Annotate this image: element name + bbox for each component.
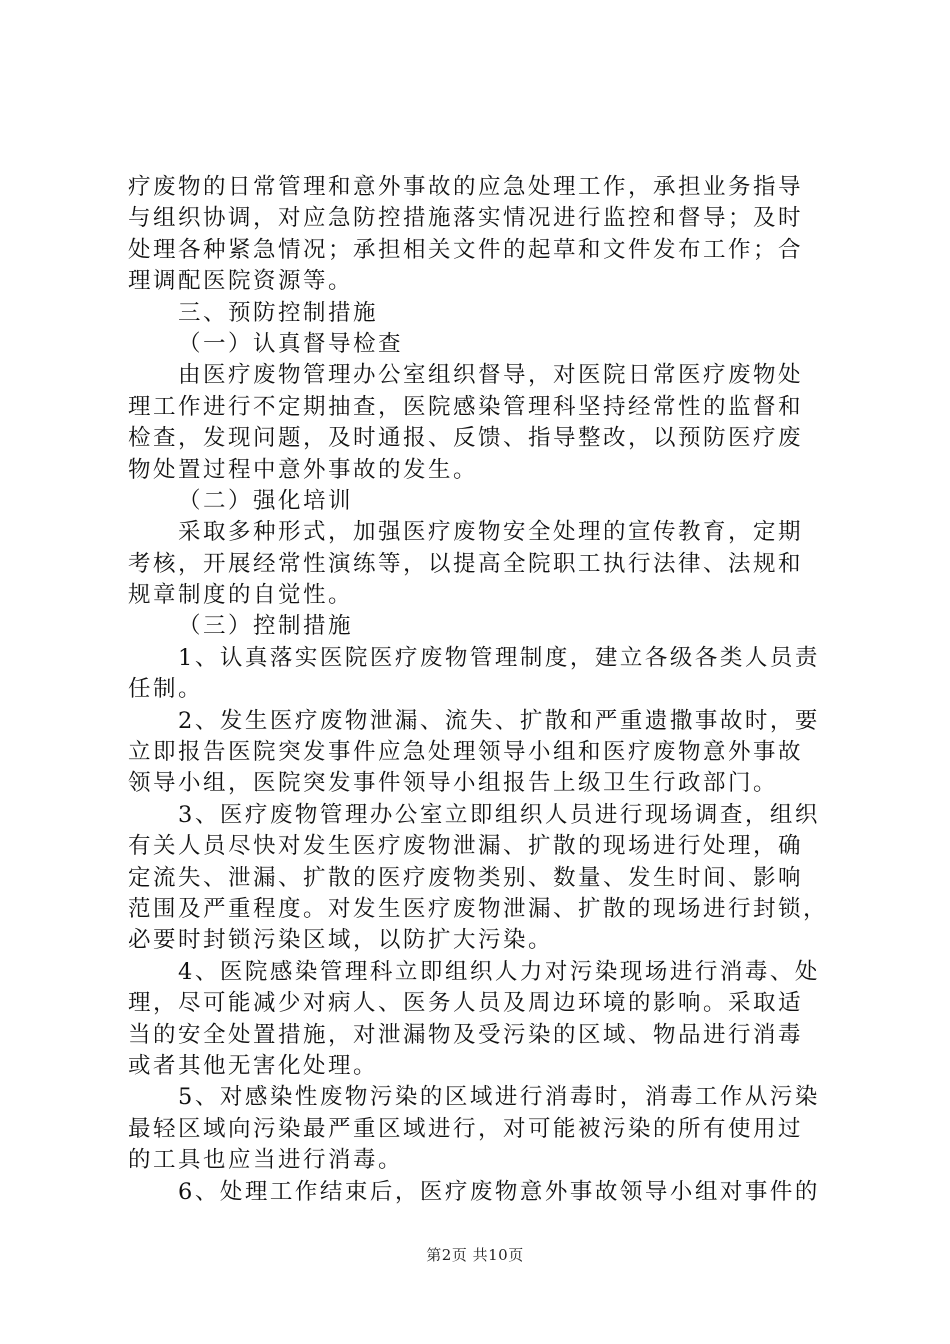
subsection-heading: （一）认真督导检查 <box>178 330 404 357</box>
text-line: 规章制度的自觉性。 <box>128 582 354 609</box>
text-line: 领导小组，医院突发事件领导小组报告上级卫生行政部门。 <box>128 770 779 797</box>
subsection-heading: （三）控制措施 <box>178 613 354 640</box>
text-line: 检查，发现问题，及时通报、反馈、指导整改，以预防医疗废 <box>128 425 804 452</box>
text-line: 6、处理工作结束后，医疗废物意外事故领导小组对事件的 <box>178 1178 820 1205</box>
text-line: 当的安全处置措施，对泄漏物及受污染的区域、物品进行消毒 <box>128 1021 804 1048</box>
text-line: 采取多种形式，加强医疗废物安全处理的宣传教育，定期 <box>178 519 804 546</box>
text-line: 有关人员尽快对发生医疗废物泄漏、扩散的现场进行处理，确 <box>128 833 804 860</box>
text-line: 立即报告医院突发事件应急处理领导小组和医疗废物意外事故 <box>128 739 804 766</box>
text-line: 处理各种紧急情况；承担相关文件的起草和文件发布工作；合 <box>128 236 804 263</box>
text-line: 3、医疗废物管理办公室立即组织人员进行现场调查，组织 <box>178 801 820 828</box>
text-line: 与组织协调，对应急防控措施落实情况进行监控和督导；及时 <box>128 205 804 232</box>
text-line: 由医疗废物管理办公室组织督导，对医院日常医疗废物处 <box>178 362 804 389</box>
text-line: 4、医院感染管理科立即组织人力对污染现场进行消毒、处 <box>178 958 820 985</box>
text-line: 5、对感染性废物污染的区域进行消毒时，消毒工作从污染 <box>178 1084 820 1111</box>
text-line: 定流失、泄漏、扩散的医疗废物类别、数量、发生时间、影响 <box>128 864 804 891</box>
text-line: 必要时封锁污染区域，以防扩大污染。 <box>128 927 554 954</box>
text-line: 考核，开展经常性演练等，以提高全院职工执行法律、法规和 <box>128 550 804 577</box>
text-line: 任制。 <box>128 676 204 703</box>
section-heading: 三、预防控制措施 <box>178 299 379 326</box>
text-line: 疗废物的日常管理和意外事故的应急处理工作，承担业务指导 <box>128 174 804 200</box>
text-line: 理，尽可能减少对病人、医务人员及周边环境的影响。采取适 <box>128 990 804 1017</box>
text-line: 范围及严重程度。对发生医疗废物泄漏、扩散的现场进行封锁， <box>128 895 829 922</box>
text-line: 1、认真落实医院医疗废物管理制度，建立各级各类人员责 <box>178 644 820 671</box>
text-line: 理调配医院资源等。 <box>128 268 354 295</box>
text-line: 理工作进行不定期抽查，医院感染管理科坚持经常性的监督和 <box>128 393 804 420</box>
page-number-footer: 第2页 共10页 <box>426 1246 524 1264</box>
text-line: 的工具也应当进行消毒。 <box>128 1147 404 1174</box>
text-line: 2、发生医疗废物泄漏、流失、扩散和严重遗撒事故时，要 <box>178 707 820 734</box>
text-line: 物处置过程中意外事故的发生。 <box>128 456 479 483</box>
document-body <box>128 172 840 1208</box>
text-line: 最轻区域向污染最严重区域进行，对可能被污染的所有使用过 <box>128 1115 804 1142</box>
subsection-heading: （二）强化培训 <box>178 487 354 514</box>
text-line: 或者其他无害化处理。 <box>128 1052 379 1079</box>
